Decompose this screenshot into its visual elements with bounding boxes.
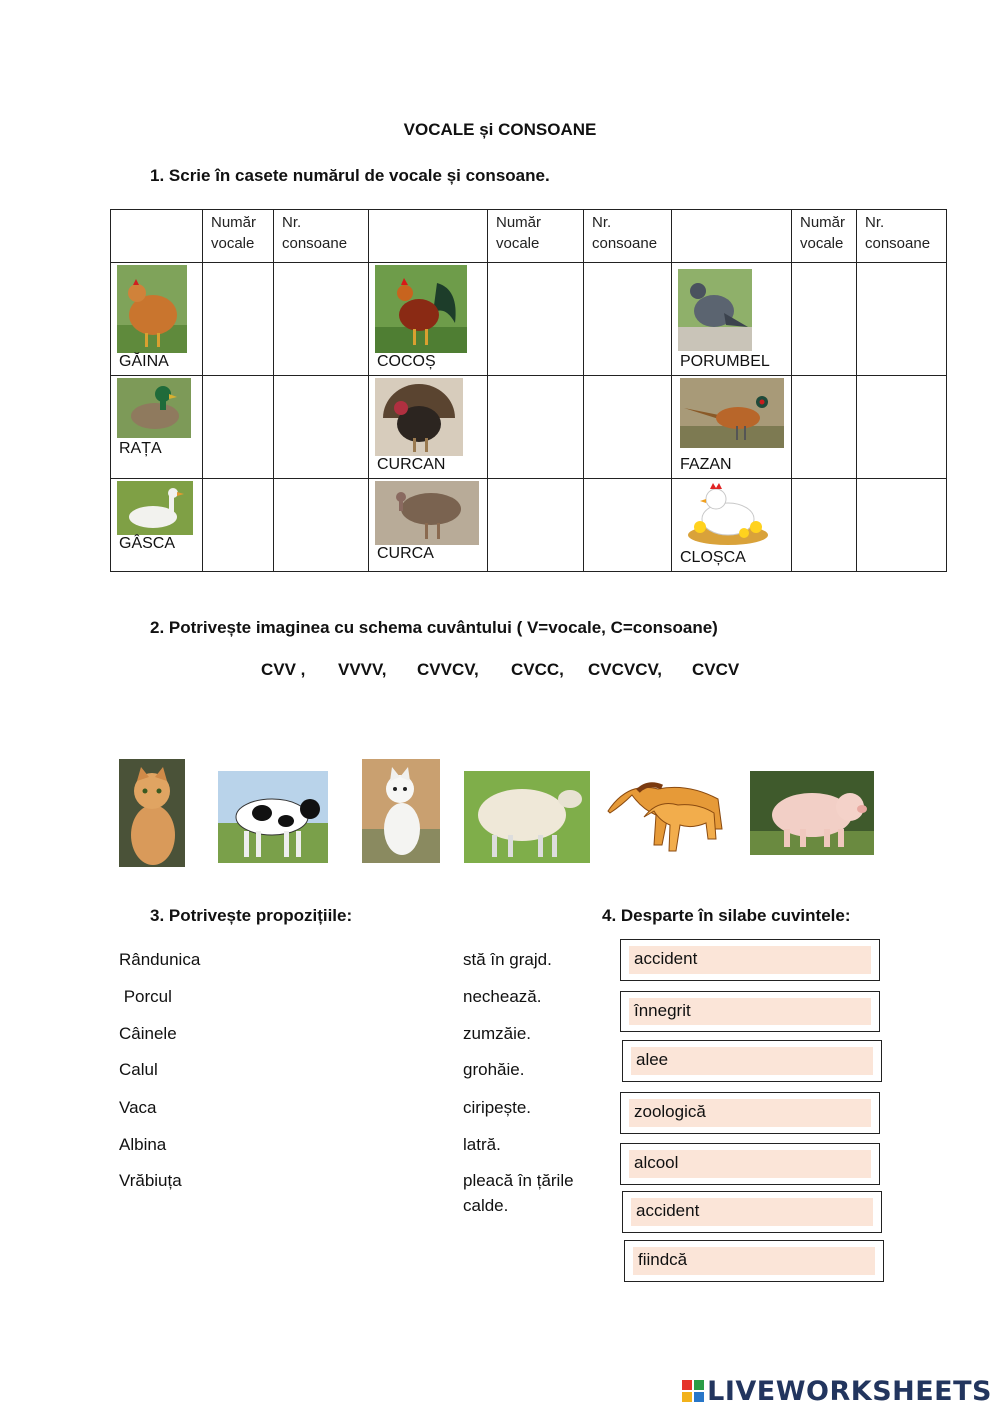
subject-text[interactable]: Vaca: [119, 1098, 157, 1117]
predicate-text[interactable]: nechează.: [463, 987, 542, 1006]
predicate-text[interactable]: stă în grajd.: [463, 950, 552, 969]
animal-label: CURCAN: [377, 455, 446, 473]
vowel-count-cell[interactable]: [488, 376, 584, 478]
broody-hen-image: [682, 481, 774, 547]
subject-text[interactable]: Rândunica: [119, 950, 201, 969]
vowel-count-cell[interactable]: [792, 478, 857, 571]
animal-label: RAȚA: [119, 439, 162, 457]
turkey-image: [375, 378, 463, 456]
predicate-text[interactable]: pleacă în țările: [463, 1171, 574, 1190]
exercise1-heading: 1. Scrie în casete numărul de vocale și consoane.: [150, 166, 550, 185]
predicate-text[interactable]: grohăie.: [463, 1060, 525, 1079]
page-title: VOCALE și CONSOANE: [403, 120, 597, 139]
subject-text[interactable]: Porcul: [119, 987, 172, 1006]
vowel-count-cell[interactable]: [203, 478, 274, 571]
goose-image: [117, 481, 193, 535]
exercise4-heading: 4. Desparte în silabe cuvintele:: [602, 906, 851, 925]
header-empty: [111, 210, 203, 263]
scheme-label[interactable]: CVCC,: [511, 660, 564, 679]
consonant-count-cell[interactable]: [584, 376, 672, 478]
vowel-count-cell[interactable]: [792, 263, 857, 376]
rooster-image: [375, 265, 467, 353]
consonant-count-cell[interactable]: [857, 478, 947, 571]
liveworksheets-logo[interactable]: [682, 1376, 992, 1407]
syllable-word: accident: [636, 1201, 700, 1220]
syllable-word: alee: [636, 1050, 669, 1069]
scheme-label[interactable]: CVV ,: [261, 660, 306, 679]
animal-label: CURCA: [377, 545, 434, 562]
syllable-box[interactable]: [624, 1240, 884, 1282]
animal-cell-turkey: [369, 376, 488, 478]
pig-image[interactable]: [750, 771, 874, 855]
syllable-box[interactable]: [620, 939, 880, 981]
logo-text: LIVEWORKSHEETS: [707, 1376, 992, 1407]
vowel-count-cell[interactable]: [488, 263, 584, 376]
dog-image[interactable]: [362, 759, 440, 863]
hen-image: [117, 265, 187, 353]
header-consonants: Nr. consoane: [584, 210, 672, 263]
table-row: [111, 376, 947, 478]
duck-image: [117, 378, 191, 438]
header-empty: [369, 210, 488, 263]
scheme-label[interactable]: CVVCV,: [417, 660, 479, 679]
animal-label: COCOȘ: [377, 353, 436, 371]
header-vowels: Număr vocale: [488, 210, 584, 263]
subject-text[interactable]: Câinele: [119, 1024, 177, 1043]
table-header-row: [111, 210, 947, 263]
exercise3-heading: 3. Potrivește propozițiile:: [150, 906, 353, 925]
vowels-consonants-table: [110, 209, 947, 572]
syllable-word: accident: [634, 949, 698, 968]
animal-label: FAZAN: [680, 455, 732, 473]
pigeon-image: [678, 269, 752, 351]
vowel-count-cell[interactable]: [488, 478, 584, 571]
horses-image[interactable]: [598, 771, 736, 859]
syllable-word: înnegrit: [634, 1001, 691, 1020]
subject-text[interactable]: Albina: [119, 1135, 167, 1154]
syllable-box[interactable]: [622, 1191, 882, 1233]
predicate-text[interactable]: zumzăie.: [463, 1024, 532, 1043]
syllable-word: alcool: [634, 1153, 679, 1172]
scheme-label[interactable]: CVCV: [692, 660, 740, 679]
predicate-text-continued: calde.: [463, 1196, 509, 1215]
consonant-count-cell[interactable]: [857, 263, 947, 376]
subject-text[interactable]: Calul: [119, 1060, 158, 1079]
syllable-box[interactable]: [620, 1092, 880, 1134]
syllable-box[interactable]: [620, 1143, 880, 1185]
animal-cell-turkey-hen: [369, 478, 488, 571]
animal-cell-broody-hen: [672, 478, 792, 571]
animal-label: GÂSCA: [119, 535, 176, 552]
header-vowels: Număr vocale: [792, 210, 857, 263]
consonant-count-cell[interactable]: [584, 263, 672, 376]
animal-label: GĂINA: [119, 353, 169, 371]
consonant-count-cell[interactable]: [857, 376, 947, 478]
syllable-word: zoologică: [634, 1102, 706, 1121]
scheme-label[interactable]: CVCVCV,: [588, 660, 663, 679]
header-empty: [672, 210, 792, 263]
header-vowels: Număr vocale: [203, 210, 274, 263]
animal-cell-pheasant: [672, 376, 792, 478]
animal-cell-hen: [111, 263, 203, 376]
vowel-count-cell[interactable]: [203, 263, 274, 376]
vowel-count-cell[interactable]: [792, 376, 857, 478]
consonant-count-cell[interactable]: [274, 376, 369, 478]
syllable-box[interactable]: [620, 991, 880, 1032]
vowel-count-cell[interactable]: [203, 376, 274, 478]
animal-cell-rooster: [369, 263, 488, 376]
sheep-image[interactable]: [464, 771, 590, 863]
pheasant-image: [680, 378, 784, 448]
logo-icon: [682, 1380, 704, 1402]
animal-label: PORUMBEL: [680, 353, 770, 371]
turkey-hen-image: [375, 481, 479, 545]
scheme-label[interactable]: VVVV,: [338, 660, 387, 679]
animal-cell-duck: [111, 376, 203, 478]
consonant-count-cell[interactable]: [274, 263, 369, 376]
animal-label: CLOȘCA: [680, 549, 746, 566]
consonant-count-cell[interactable]: [584, 478, 672, 571]
table-row: [111, 478, 947, 571]
header-consonants: Nr. consoane: [274, 210, 369, 263]
subject-text[interactable]: Vrăbiuța: [119, 1171, 182, 1190]
cow-image[interactable]: [218, 771, 328, 863]
syllable-word: fiindcă: [638, 1250, 688, 1269]
exercise2-heading: 2. Potrivește imaginea cu schema cuvântului ( V=vocale, C=consoane): [150, 618, 718, 637]
animal-cell-pigeon: [672, 263, 792, 376]
consonant-count-cell[interactable]: [274, 478, 369, 571]
header-consonants: Nr. consoane: [857, 210, 947, 263]
predicate-text[interactable]: ciripește.: [463, 1098, 532, 1117]
table-row: [111, 263, 947, 376]
syllable-box[interactable]: [622, 1040, 882, 1082]
animal-cell-goose: [111, 478, 203, 571]
cat-image[interactable]: [119, 759, 185, 867]
predicate-text[interactable]: latră.: [463, 1135, 501, 1154]
